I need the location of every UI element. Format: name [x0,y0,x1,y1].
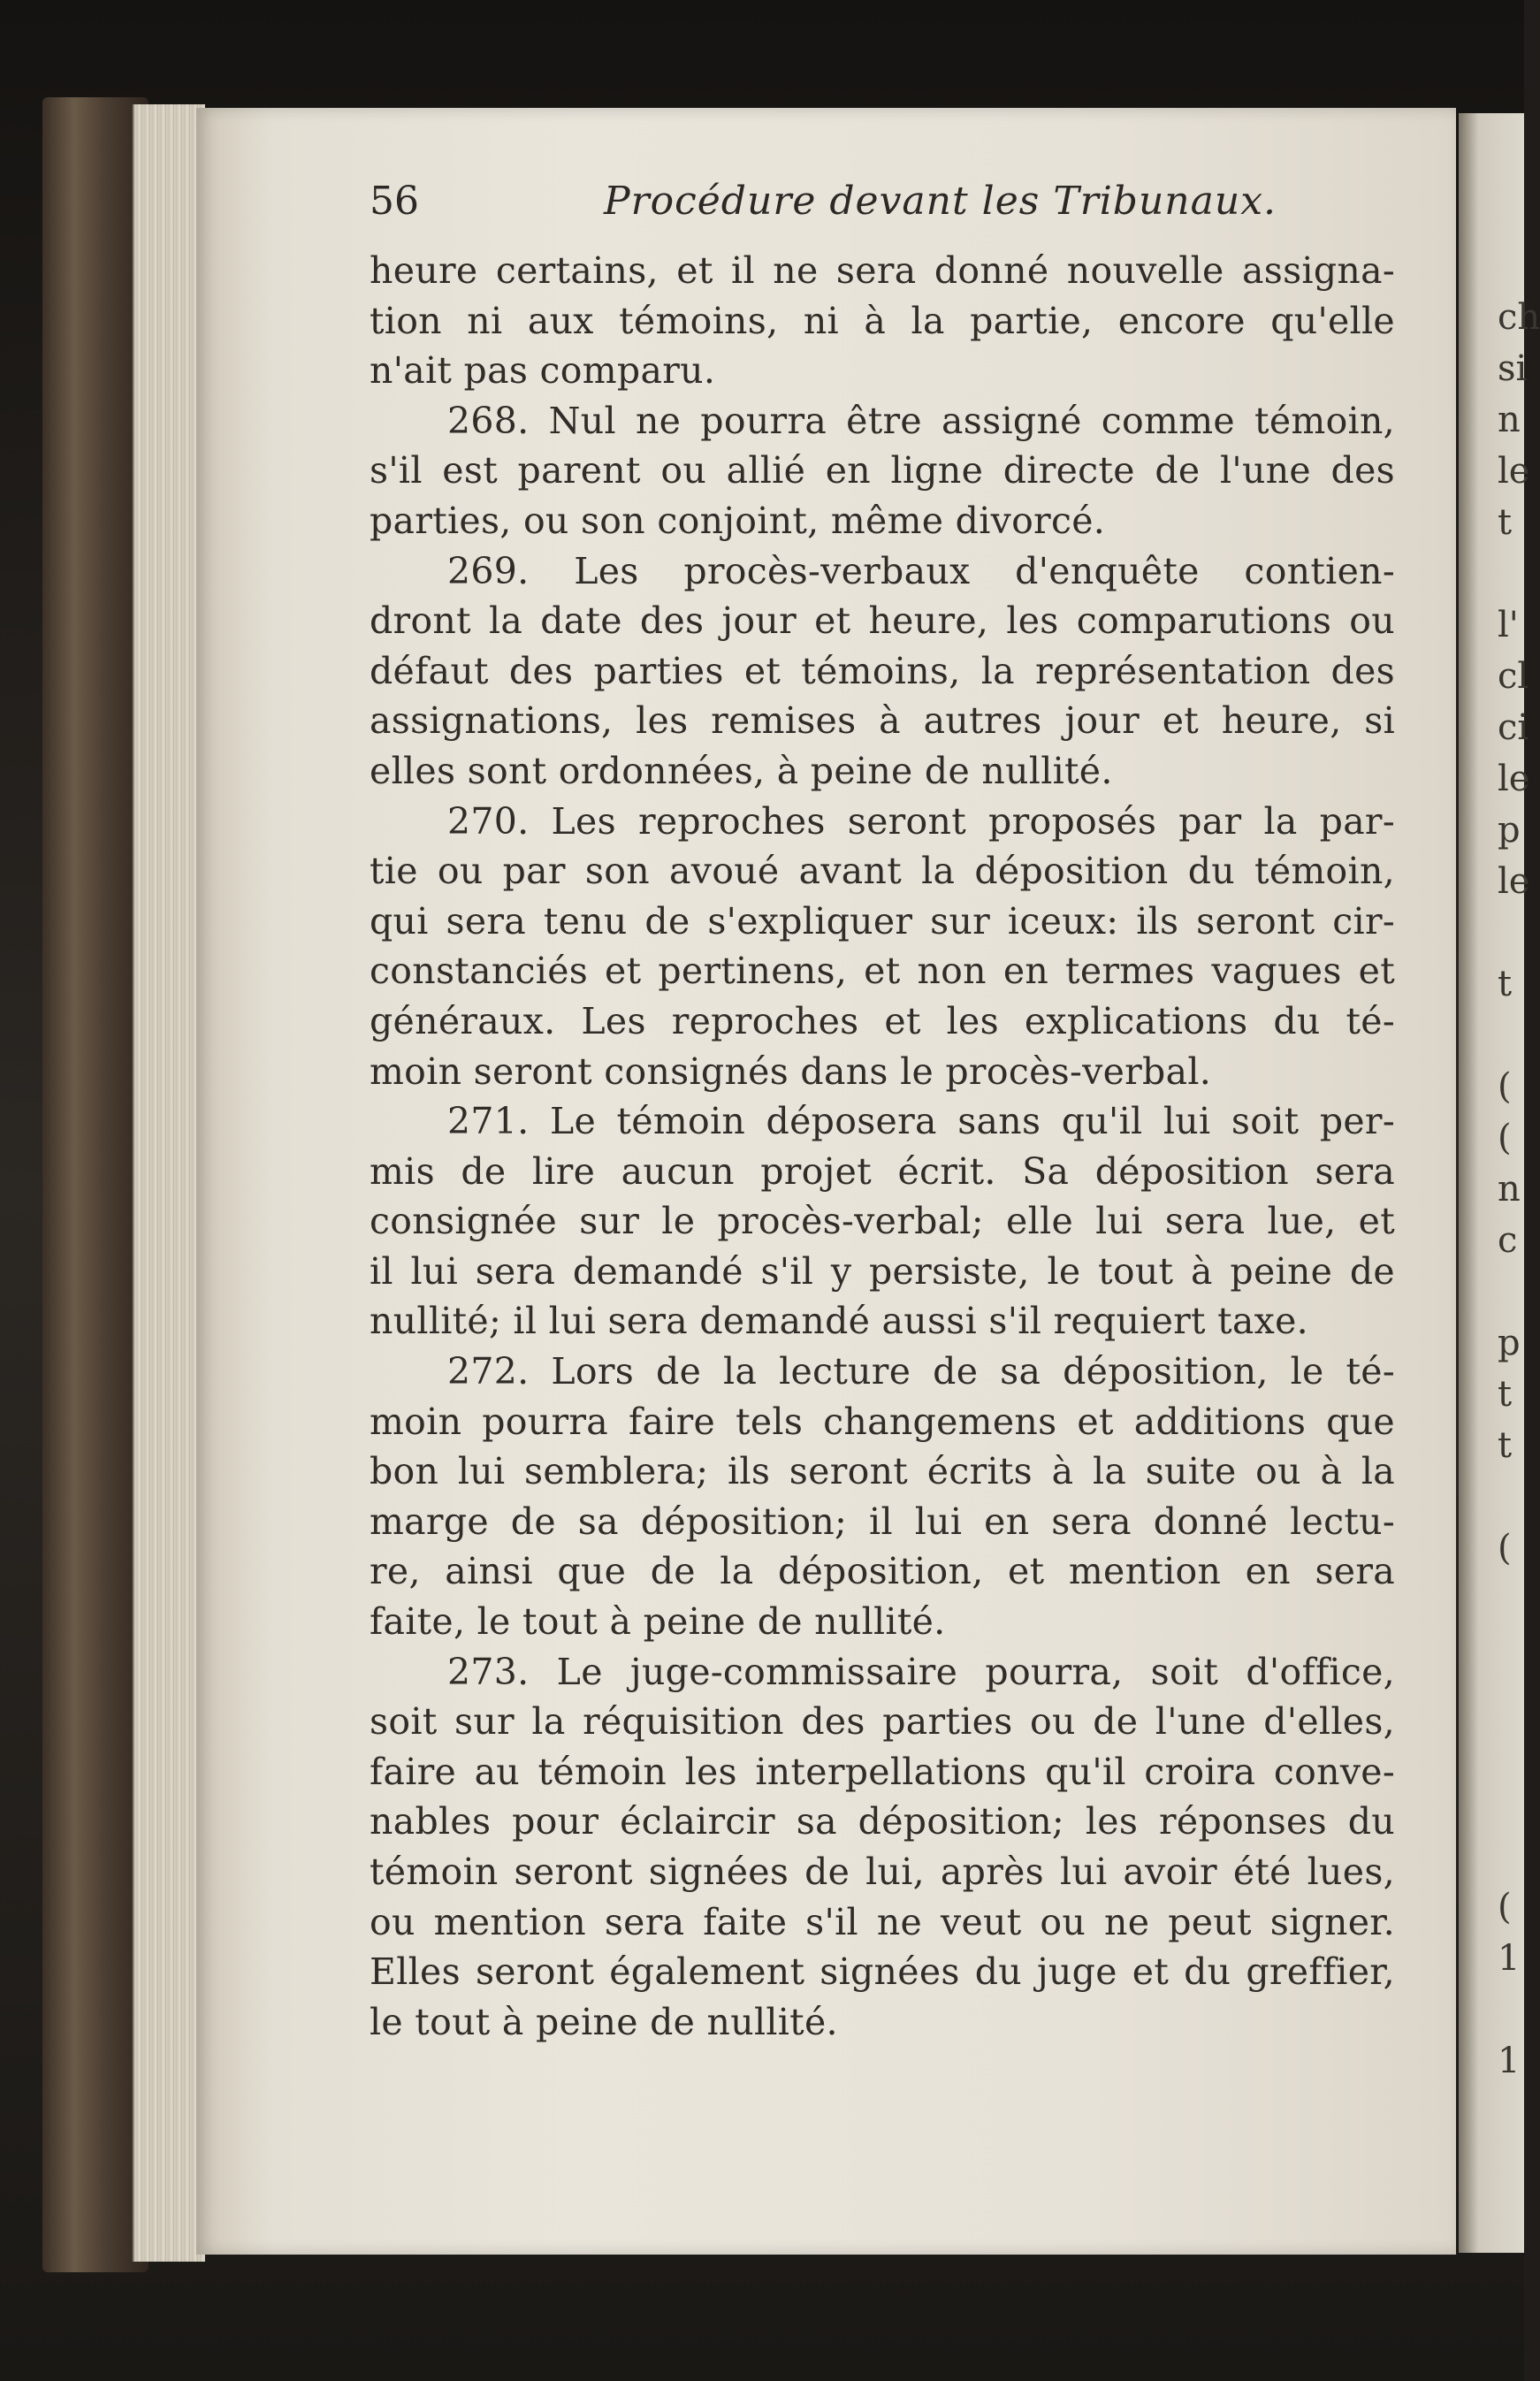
facing-fragment: c [1498,1220,1518,1261]
page-edges [133,104,205,2262]
text-line: il lui sera demandé s'il y persiste, le tout à peine de [370,1249,1395,1293]
text-line: témoin seront signées de lui, après lui avoir été lues, [370,1851,1395,1893]
facing-fragment: ci [1498,707,1529,748]
text-line: elles sont ordonnées, à peine de nullité. [370,749,1113,792]
facing-fragment: n [1498,1169,1521,1210]
facing-fragment: p [1498,1323,1521,1363]
facing-fragment: 1 [1498,1938,1521,1979]
facing-fragment [1498,1266,1524,1317]
facing-fragment: le [1498,451,1530,492]
facing-fragment [1498,1574,1524,1625]
text-line: marge de sa déposition; il lui en sera donné lectu- [370,1500,1395,1543]
running-head [370,175,1360,228]
article-268-start: 268. Nul ne pourra être assigné comme témoin, [447,399,1395,442]
text-line: généraux. Les reproches et les explications du té- [370,999,1395,1042]
body-text [370,246,1395,2047]
text-line: heure certains, et il ne sera donné nouvelle assigna- [370,249,1395,292]
facing-fragment: cl [1498,656,1529,697]
text-line: s'il est parent ou allié en ligne directe de l'une des [370,449,1395,492]
text-line: dront la date des jour et heure, les comparutions ou [370,599,1395,643]
text-line: nables pour éclaircir sa déposition; les réponses du [370,1800,1395,1843]
text-line: faire au témoin les interpellations qu'il croira conve- [370,1750,1395,1793]
facing-fragment [1498,907,1524,958]
text-line: faite, le tout à peine de nullité. [370,1600,946,1644]
facing-fragment [1498,548,1524,599]
text-line: qui sera tenu de s'expliquer sur iceux: ils seront cir- [370,899,1395,942]
text-line: nullité; il lui sera demandé aussi s'il requiert taxe. [370,1300,1308,1343]
facing-fragment: l' [1498,605,1519,645]
article-273-start: 273. Le juge-commissaire pourra, soit d'office, [447,1650,1395,1693]
text-line: n'ait pas comparu. [370,349,716,393]
facing-fragment: si [1498,348,1528,389]
facing-fragment: le [1498,759,1530,799]
text-line: moin seront consignés dans le procès-verbal. [370,1049,1212,1093]
text-line: soit sur la réquisition des parties ou de l'une d'elles, [370,1700,1395,1744]
facing-fragment: p [1498,810,1521,851]
facing-fragment: t [1498,502,1513,543]
facing-fragment: t [1498,1374,1513,1415]
text-line: assignations, les remises à autres jour et heure, si [370,699,1395,743]
text-line: Elles seront également signées du juge et du greffier, [370,1950,1395,1994]
article-272-start: 272. Lors de la lecture de sa déposition, le té- [447,1350,1395,1393]
facing-fragment [1498,1625,1524,1676]
text-line: bon lui semblera; ils seront écrits à la suite ou à la [370,1450,1395,1493]
facing-fragment: ( [1498,1066,1512,1107]
text-line: constanciés et pertinens, et non en termes vagues et [370,950,1395,993]
text-line: tie ou par son avoué avant la déposition du témoin, [370,850,1395,893]
facing-page-fragments [1498,292,1540,2087]
facing-fragment [1498,1676,1524,1728]
text-line: défaut des parties et témoins, la représentation des [370,649,1395,692]
facing-fragment: 1 [1498,2041,1521,2081]
facing-fragment: ( [1498,1887,1512,1927]
facing-fragment: ch [1498,297,1540,338]
facing-fragment [1498,1830,1524,1881]
running-title: Procédure devant les Tribunaux. [604,179,1277,224]
facing-fragment [1498,1779,1524,1830]
page-number: 56 [370,179,419,224]
facing-fragment [1498,1728,1524,1779]
text-line: re, ainsi que de la déposition, et mention en sera [370,1550,1395,1593]
text-line: tion ni aux témoins, ni à la partie, encore qu'elle [370,299,1395,342]
facing-fragment: n [1498,400,1521,440]
text-line: le tout à peine de nullité. [370,2000,838,2043]
text-line: moin pourra faire tels changemens et additions que [370,1400,1395,1443]
text-line: ou mention sera faite s'il ne veut ou ne peut signer. [370,1900,1395,1943]
facing-fragment [1498,1471,1524,1522]
article-269-start: 269. Les procès-verbaux d'enquête contien- [447,549,1395,592]
facing-fragment: le [1498,861,1530,902]
facing-fragment: t [1498,1425,1513,1466]
facing-fragment [1498,1010,1524,1061]
facing-fragment: ( [1498,1118,1512,1158]
article-270-start: 270. Les reproches seront proposés par la par- [447,799,1395,843]
text-line: parties, ou son conjoint, même divorcé. [370,499,1106,542]
text-line: consignée sur le procès-verbal; elle lui sera lue, et [370,1200,1395,1243]
facing-fragment [1498,1984,1524,2035]
facing-fragment: ( [1498,1528,1512,1568]
article-271-start: 271. Le témoin déposera sans qu'il lui soit per- [447,1100,1395,1143]
text-line: mis de lire aucun projet écrit. Sa déposition sera [370,1149,1395,1193]
facing-fragment: t [1498,964,1513,1004]
